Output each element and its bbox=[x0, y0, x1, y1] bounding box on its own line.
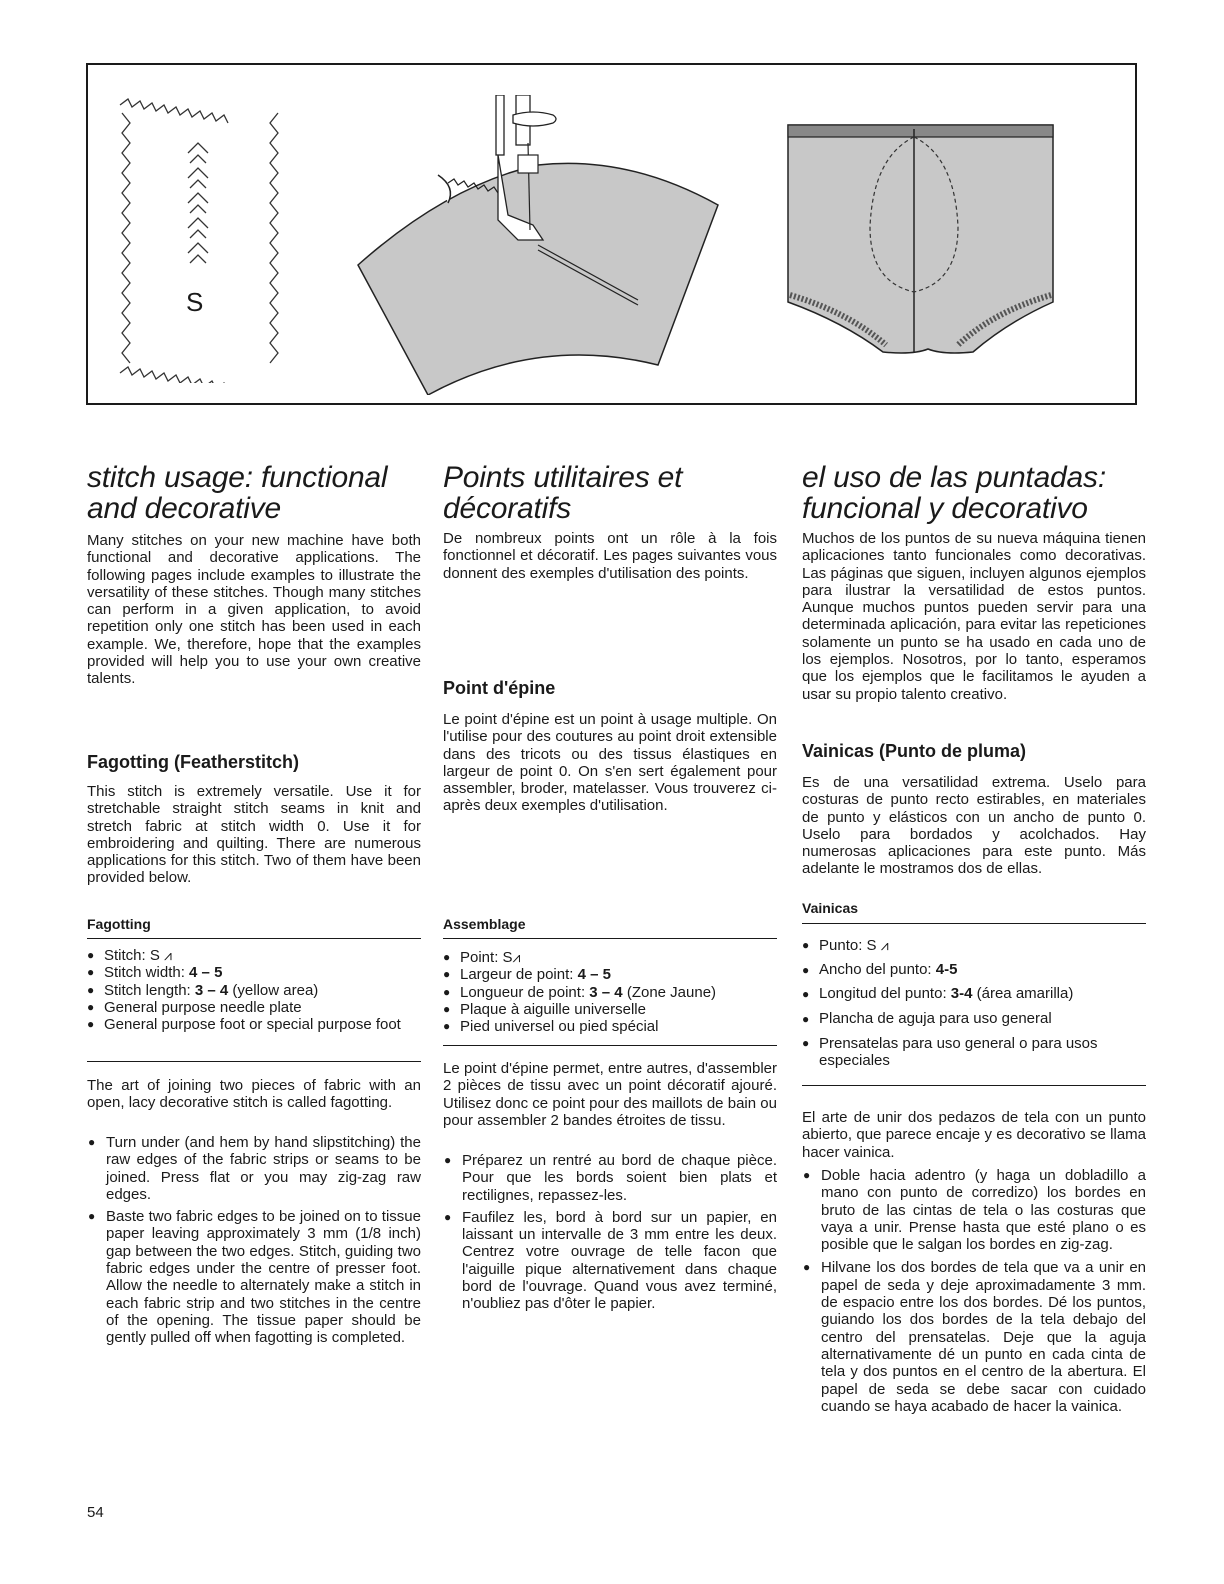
featherstitch-icon: ⩘ bbox=[880, 937, 888, 953]
page-title-es: el uso de las puntadas: funcional y decorativo bbox=[802, 461, 1106, 525]
body-intro-es: El arte de unir dos pedazos de tela con un punto abierto, que parece encaje y es decorativo se llama hacer vainica. bbox=[802, 1109, 1146, 1161]
list-item: ● Hilvane los dos bordes de tela que va a unir en papel de seda y deje aproximadamente 3 mm. de espacio entre los dos bordes. Dé los puntos, guiando los dos bordes de la tela debajo del centro del prensatelas. Deje que la aguja alternativamente dé un punto en cada cinta de tela y dos puntos en el centro de la abertura. El papel de seda se debe sacar con cuidado cuando se haya acabado de hacer la vainica. bbox=[802, 1259, 1146, 1415]
spec-item: ● Plaque à aiguille universelle bbox=[443, 1001, 777, 1018]
page-number: 54 bbox=[87, 1504, 104, 1521]
instructions-en bbox=[87, 1134, 421, 1347]
section-text-fr: Le point d'épine est un point à usage multiple. On l'utilise pour des coutures au point droit extensible dans des tricots ou des tissus élastiques en largeur de point 0. On s'en sert également pour assembler, broder, matelasser. Vous trouverez ci-après deux exemples d'utilisation. bbox=[443, 711, 777, 815]
divider bbox=[443, 1045, 777, 1046]
spec-item: ● Stitch width: 4 – 5 bbox=[87, 964, 421, 981]
spec-item: ● Pied universel ou pied spécial bbox=[443, 1018, 777, 1035]
intro-text-es: Muchos de los puntos de su nueva máquina tienen aplicaciones tanto funcionales como decorativas. Las páginas que siguen, incluyen algunos ejemplos para ilustrar la versatilidad de estos puntos. Aunque muchos puntos pueden servir para una determinada aplicación, para evitar las repeticiones solamente un punto se ha usado en cada uno de los ejemplos. Nosotros, por lo tanto, esperamos que los ejemplos que le facilitamos le ayuden a usar su propio talento creativo. bbox=[802, 530, 1146, 703]
spec-item: ● Prensatelas para uso general o para usos especiales bbox=[802, 1035, 1146, 1070]
intro-text-en: Many stitches on your new machine have both functional and decorative applications. The following pages include examples to illustrate the versatility of these stitches. Though many stitches can perform in a given application, to avoid repetition only one stitch has been used in each example. We, therefore, hope that the examples provided will help you to use your own creative talents. bbox=[87, 532, 421, 688]
featherstitch-icon: ⩘ bbox=[512, 949, 520, 965]
divider bbox=[87, 1061, 421, 1062]
spec-item: ● Stitch: S ⩘ bbox=[87, 947, 421, 964]
section-text-en: This stitch is extremely versatile. Use it for stretchable straight stitch seams in knit and stretch fabric at stitch width 0. Use it for embroidering and quilting. There are numerous applications for this stitch. Two of them have been provided below. bbox=[87, 783, 421, 887]
spec-item: ● General purpose foot or special purpose foot bbox=[87, 1016, 421, 1033]
divider bbox=[443, 938, 777, 939]
instructions-fr bbox=[443, 1152, 777, 1313]
spec-list-fr bbox=[443, 949, 777, 1035]
page-title-fr: Points utilitaires et décoratifs bbox=[443, 461, 683, 525]
spec-item: ● Ancho del punto: 4-5 bbox=[802, 958, 1146, 982]
panel-letter: S bbox=[186, 287, 204, 317]
spec-item: ● Stitch length: 3 – 4 (yellow area) bbox=[87, 982, 421, 999]
list-item: ● Turn under (and hem by hand slipstitching) the raw edges of the fabric strips or seams to be joined. Press flat or you may zig-zag raw edges. bbox=[87, 1134, 421, 1203]
section-heading-en: Fagotting (Featherstitch) bbox=[87, 752, 299, 772]
list-item: ● Doble hacia adentro (y haga un dobladillo a mano con punto de corredizo) los bordes en bruto de las cintas de tela o las costuras que vaya a unir. Prense hasta que esté plano o es posible que le salgan los bordes en zig-zag. bbox=[802, 1167, 1146, 1253]
section-text-es: Es de una versatilidad extrema. Uselo para costuras de punto recto estirables, en materiales de punto y elásticos con un ancho de punto 0. Uselo para bordados y acolchados. Hay numerosas aplicaciones para este punto. Más adelante le mostramos dos de ellas. bbox=[802, 774, 1146, 878]
featherstitch-sample-illustration bbox=[108, 83, 308, 383]
list-item: ● Préparez un rentré au bord de chaque pièce. Pour que les bords soient bien plats et rectilignes, repassez-les. bbox=[443, 1152, 777, 1204]
garment-illustration bbox=[778, 117, 1068, 357]
divider bbox=[802, 1085, 1146, 1086]
spec-item: ● Plancha de aguja para uso general bbox=[802, 1007, 1146, 1031]
sub-heading-en: Fagotting bbox=[87, 916, 151, 932]
featherstitch-icon: ⩘ bbox=[164, 947, 171, 963]
spec-item: ● Longitud del punto: 3-4 (área amarilla) bbox=[802, 982, 1146, 1006]
spec-list-es bbox=[802, 933, 1146, 1069]
sewing-machine-illustration bbox=[338, 95, 738, 395]
list-item: ● Baste two fabric edges to be joined on to tissue paper leaving approximately 3 mm (1/8 inch) gap between the two edges. Stitch, guiding two fabric edges under the centre of presser foot. Allow the needle to alternately make a stitch in each fabric strip and two stitches in the centre of the opening. The tissue paper should be gently pulled off when fagotting is completed. bbox=[87, 1208, 421, 1346]
spec-list-en bbox=[87, 947, 421, 1033]
instructions-es bbox=[802, 1167, 1146, 1415]
sub-heading-es: Vainicas bbox=[802, 900, 859, 916]
spec-item: ● General purpose needle plate bbox=[87, 999, 421, 1016]
spec-item: ● Longueur de point: 3 – 4 (Zone Jaune) bbox=[443, 984, 777, 1001]
section-heading-fr: Point d'épine bbox=[443, 678, 556, 698]
spec-item: ● Largeur de point: 4 – 5 bbox=[443, 966, 777, 983]
section-heading-es: Vainicas (Punto de pluma) bbox=[802, 741, 1027, 761]
body-intro-fr: Le point d'épine permet, entre autres, d'assembler 2 pièces de tissu avec un point décoratif ajouré. Utilisez donc ce point pour des maillots de bain ou pour assembler 2 bandes étroites de tissu. bbox=[443, 1060, 777, 1129]
intro-text-fr: De nombreux points ont un rôle à la fois fonctionnel et décoratif. Les pages suivantes vous donnent des exemples d'utilisation des points. bbox=[443, 530, 777, 582]
sub-heading-fr: Assemblage bbox=[443, 916, 526, 932]
body-intro-en: The art of joining two pieces of fabric with an open, lacy decorative stitch is called fagotting. bbox=[87, 1077, 421, 1112]
spec-item: ● Punto: S ⩘ bbox=[802, 933, 1146, 958]
list-item: ● Faufilez les, bord à bord sur un papier, en laissant un intervalle de 3 mm entre les deux. Centrez votre ouvrage de telle facon que l'aiguille pique alternativement dans chaque bord de l'ouvrage. Quand vous avez terminé, n'oubliez pas d'ôter le papier. bbox=[443, 1209, 777, 1313]
illustration-panel bbox=[86, 63, 1137, 405]
spec-item: ● Point: S⩘ bbox=[443, 949, 777, 966]
page-title-en: stitch usage: functional and decorative bbox=[87, 461, 388, 525]
divider bbox=[802, 923, 1146, 924]
divider bbox=[87, 938, 421, 939]
